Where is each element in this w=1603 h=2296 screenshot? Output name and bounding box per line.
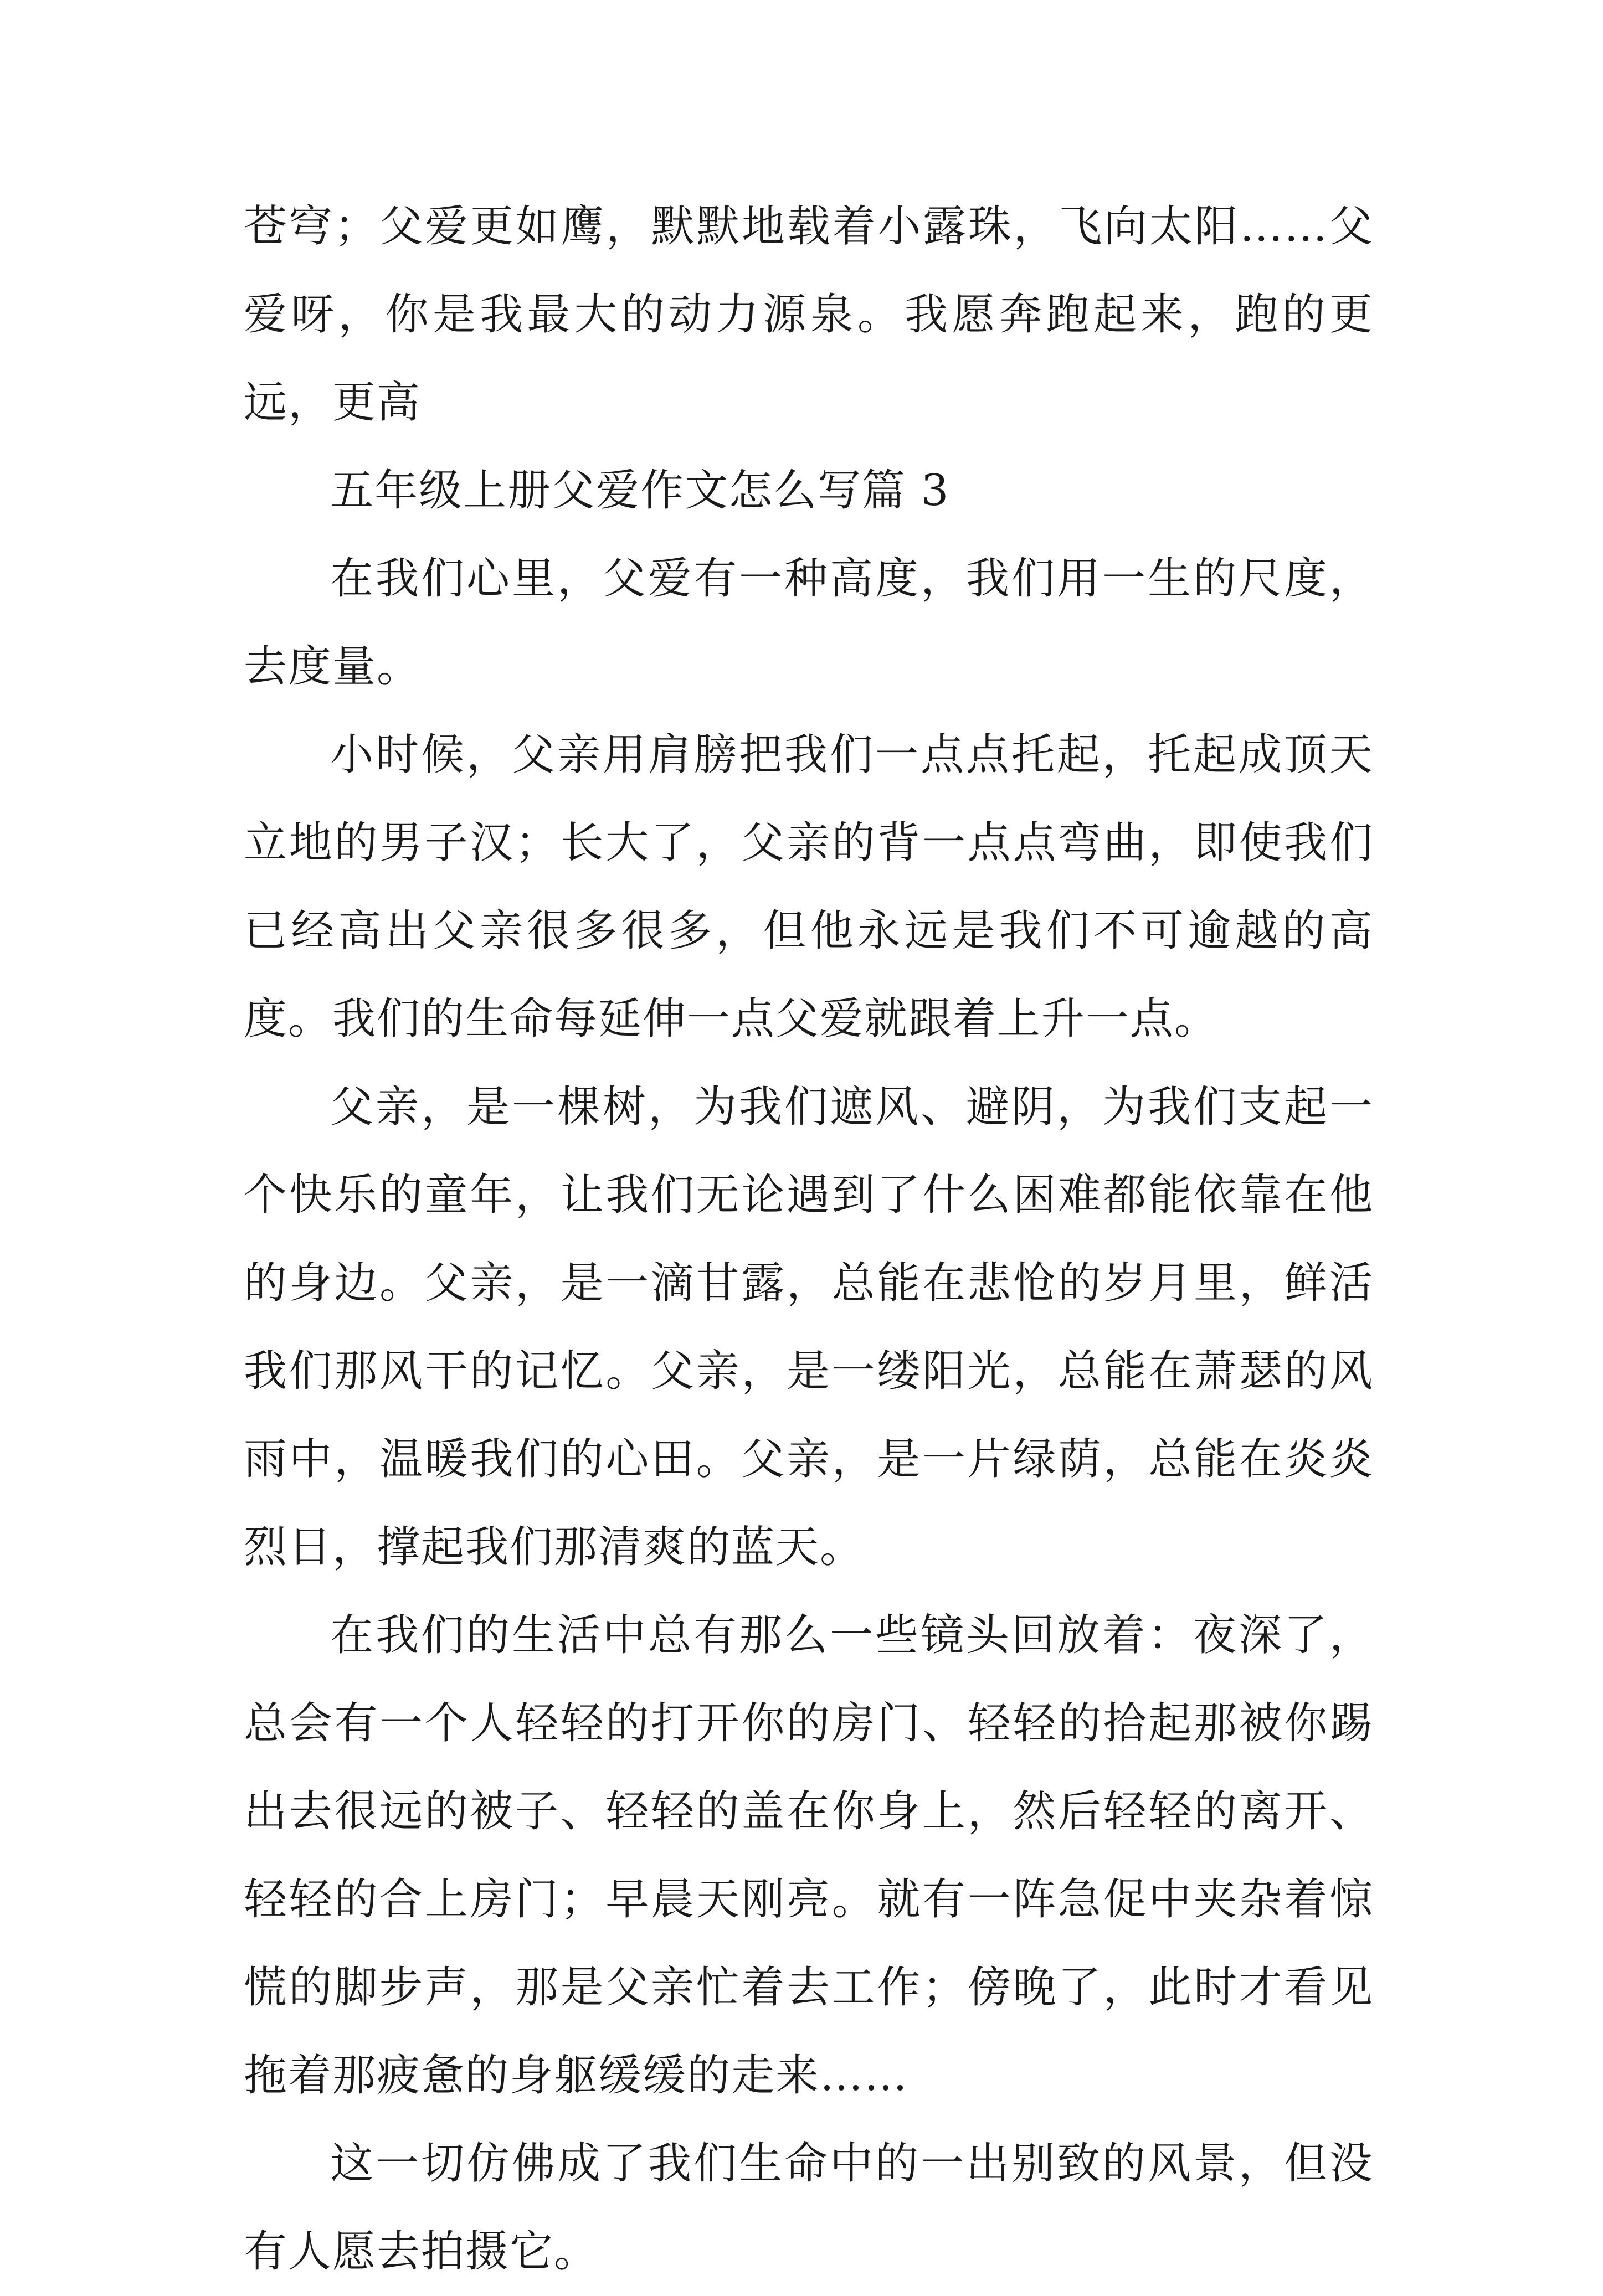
paragraph-3: 父亲，是一棵树，为我们遮风、避阴，为我们支起一个快乐的童年，让我们无论遇到了什么困难都能依靠在他的身边。父亲，是一滴甘露，总能在悲怆的岁月里，鲜活我们那风干的记忆。父亲，是一缕阳光，总能在萧瑟的风雨中，温暖我们的心田。父亲，是一片绿荫，总能在炎炎烈日，撑起我们那清爽的蓝天。 (244, 1082, 1374, 1572)
paragraph-continuation: 苍穹；父爱更如鹰，默默地载着小露珠，飞向太阳……父爱呀，你是我最大的动力源泉。我愿奔跑起来，跑的更远，更高 (244, 202, 1374, 428)
paragraph-2: 小时候，父亲用肩膀把我们一点点托起，托起成顶天立地的男子汉；长大了，父亲的背一点点弯曲，即使我们已经高出父亲很多很多，但他永远是我们不可逾越的高度。我们的生命每延伸一点父爱就跟着上升一点。 (244, 730, 1374, 1044)
paragraph-4: 在我们的生活中总有那么一些镜头回放着：夜深了，总会有一个人轻轻的打开你的房门、轻轻的拾起那被你踢出去很远的被子、轻轻的盖在你身上，然后轻轻的离开、轻轻的合上房门；早晨天刚亮。就有一阵急促中夹杂着惊慌的脚步声，那是父亲忙着去工作；傍晚了，此时才看见拖着那疲惫的身躯缓缓的走来…… (244, 1610, 1374, 2101)
section-heading: 五年级上册父爱作文怎么写篇 3 (330, 466, 950, 516)
paragraph-5: 这一切仿佛成了我们生命中的一出别致的风景，但没有人愿去拍摄它。 (244, 2139, 1374, 2277)
paragraph-1: 在我们心里，父爱有一种高度，我们用一生的尺度，去度量。 (244, 554, 1374, 692)
document-body (244, 183, 1374, 2296)
